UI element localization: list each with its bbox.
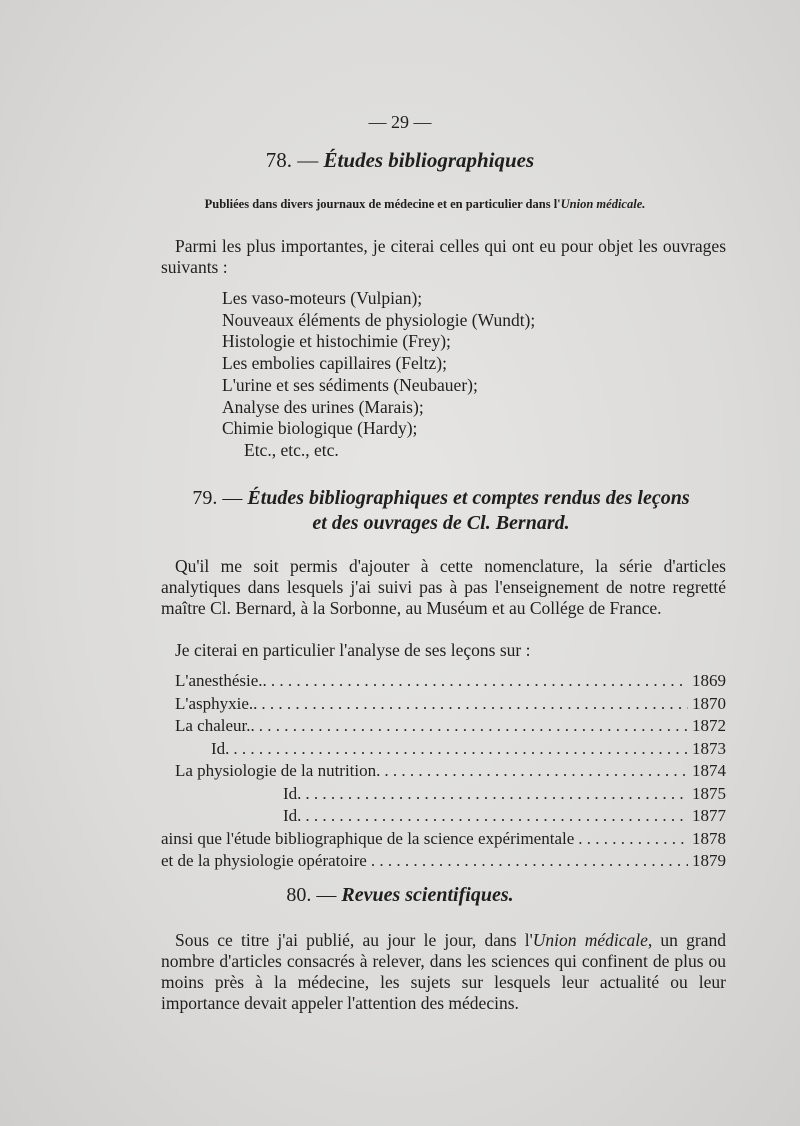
section-78-subtitle-journal: Union médicale. (560, 197, 646, 211)
table-row (161, 851, 726, 874)
page-number: — 29 — (368, 112, 432, 132)
section-80-title: Revues scientifiques. (341, 884, 514, 906)
section-79-heading (0, 486, 800, 536)
list-item: Nouveaux éléments de physiologie (Wundt); (222, 309, 536, 330)
table-row (161, 716, 726, 739)
section-80-number: 80. — (286, 884, 337, 906)
section-78-title: Études bibliographiques (323, 148, 535, 172)
section-78-list (222, 288, 535, 462)
table-row (161, 784, 726, 807)
lesson-year: 1872 (692, 716, 726, 735)
lesson-title: La physiologie de la nutrition. (175, 761, 381, 780)
section-79-heading-line1 (0, 486, 800, 511)
lesson-year: 1878 (692, 828, 726, 848)
section-78-subtitle (0, 197, 800, 212)
lesson-year: 1874 (692, 761, 726, 780)
list-item: Les embolies capillaires (Feltz); (222, 353, 447, 374)
lesson-year: 1873 (692, 738, 726, 758)
section-78-intro: Parmi les plus importantes, je citerai celles qui ont eu pour objet les ouvrages suivants : (161, 236, 726, 277)
list-item: Chimie biologique (Hardy); (222, 418, 418, 439)
list-item: Analyse des urines (Marais); (222, 396, 424, 417)
leader-dots (233, 739, 688, 759)
lesson-title: L'anesthésie.. (175, 671, 267, 690)
lesson-year: 1875 (692, 783, 726, 803)
table-row (161, 694, 726, 717)
table-row (161, 671, 726, 694)
lessons-list (161, 671, 726, 874)
lesson-title: Id. (283, 806, 302, 825)
lesson-year: 1870 (692, 693, 726, 713)
section-80-text-b: un grand nombre d'articles consacrés à relever, dans les sciences qui confinent de plus ou moins près à la médecine, les sujets sur lesquels leur actualité ou leur importance devait appeler l'attention des médecins. (161, 930, 726, 1013)
section-80-text-a: Sous ce titre j'ai publié, au jour le jour, dans l' (175, 930, 533, 950)
list-item: Etc., etc., etc. (244, 439, 339, 460)
lesson-title: L'asphyxie.. (175, 693, 258, 713)
section-80-heading (0, 884, 800, 907)
table-row (161, 739, 726, 762)
leader-dots (305, 784, 688, 804)
lesson-title: Id. (283, 783, 302, 803)
leader-dots (371, 851, 688, 871)
leader-dots (271, 671, 688, 691)
list-item: Les vaso-moteurs (Vulpian); (222, 288, 423, 308)
lesson-year: 1877 (692, 806, 726, 825)
section-78-subtitle-text: Publiées dans divers journaux de médecine et en particulier dans l' (204, 197, 561, 211)
leader-dots (578, 829, 688, 849)
list-item: L'urine et ses sédiments (Neubauer); (222, 374, 478, 395)
section-79-number: 79. — (192, 487, 243, 509)
leader-dots (384, 761, 688, 781)
lesson-title: La chaleur.. (175, 716, 255, 735)
section-79-title-line2: et des ouvrages de Cl. Bernard. (312, 512, 570, 534)
leader-dots (261, 694, 688, 714)
table-row (161, 829, 726, 852)
lesson-year: 1869 (692, 671, 726, 690)
lesson-year: 1879 (692, 851, 726, 870)
section-80-paragraph (161, 930, 726, 1014)
section-78-heading (0, 148, 800, 173)
table-row (161, 761, 726, 784)
table-row (161, 806, 726, 829)
section-80-journal: Union médicale, (532, 930, 653, 950)
lesson-title: ainsi que l'étude bibliographique de la science expérimentale (161, 828, 575, 848)
section-79-title-line1: Études bibliographiques et comptes rendus des leçons (247, 487, 690, 509)
lesson-title: Id. (211, 738, 230, 758)
leader-dots (259, 716, 688, 736)
list-item: Histologie et histochimie (Frey); (222, 331, 451, 352)
section-79-paragraph: Qu'il me soit permis d'ajouter à cette nomenclature, la série d'articles analytiques dans lesquels j'ai suivi pas à pas l'enseignement de notre regretté maître Cl. Bernard, à la Sorbonne, au Muséum et au Collége de France. (161, 556, 726, 618)
section-78-number: 78. — (265, 148, 319, 172)
leader-dots (305, 806, 688, 826)
lesson-title: et de la physiologie opératoire (161, 851, 367, 870)
section-79-lead: Je citerai en particulier l'analyse de ses leçons sur : (175, 640, 531, 660)
